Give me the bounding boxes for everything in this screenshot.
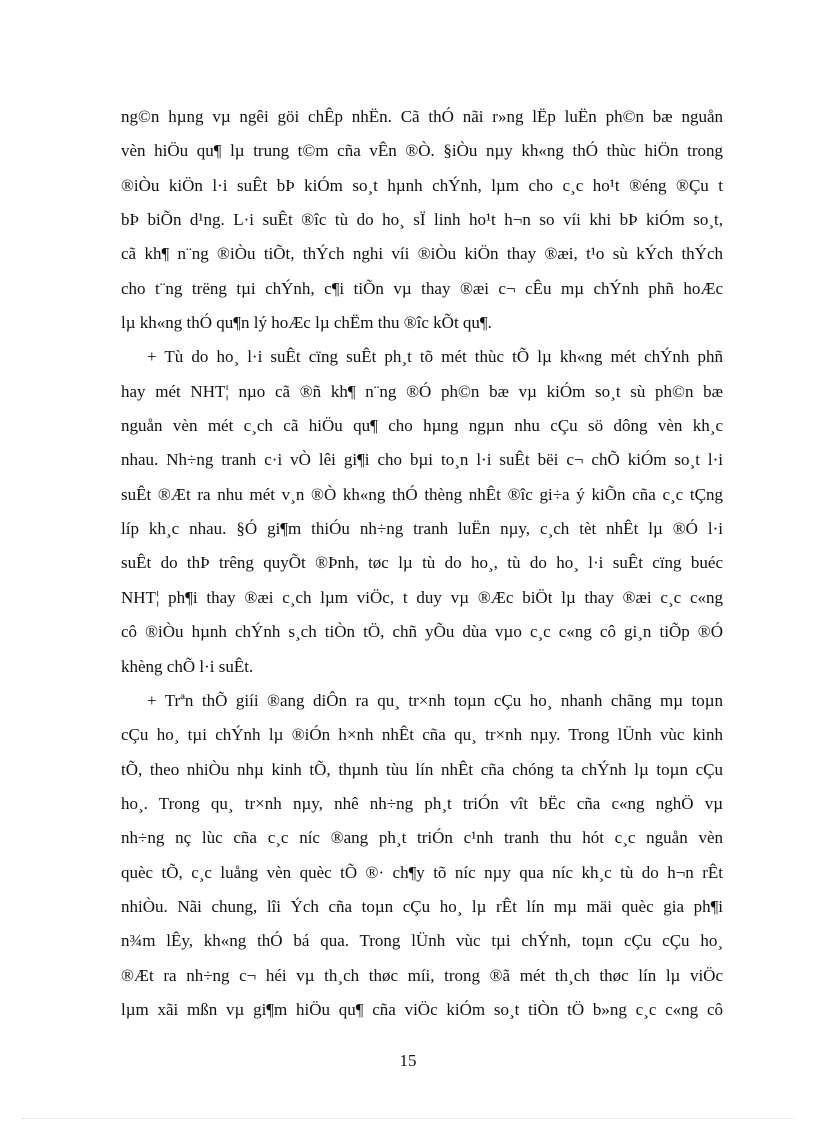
text-line: ®Æt ra nh÷ng c¬ héi vµ th¸ch thøc míi, trong ®ã mét th¸ch thøc lín lµ viÖc [121, 965, 723, 985]
text-line: nhau. Nh÷ng tranh c·i vÒ lêi gi¶i cho bµi to¸n l·i suÊt bëi c¬ chÕ kiÓm so¸t l·i [121, 450, 723, 470]
text-line: khèng chÕ l·i suÊt. [121, 656, 254, 676]
text-line: cô ®iÒu hµnh chÝnh s¸ch tiÒn tÖ, chñ yÕu dùa vµo c¸c c«ng cô gi¸n tiÕp ®Ó [121, 622, 723, 642]
text-line: suÊt ®Æt ra nhu mét v¸n ®Ò kh«ng thÓ thèng nhÊt ®îc gi÷a ý kiÕn cña c¸c tÇng [121, 484, 723, 504]
text-line: ®iÒu kiÖn l·i suÊt bÞ kiÓm so¸t hµnh chÝnh, lµm cho c¸c ho¹t ®éng ®Çu t [121, 175, 723, 195]
text-line: hay mét NHT¦ nµo cã ®ñ kh¶ n¨ng ®Ó ph©n bæ vµ kiÓm so¸t sù ph©n bæ [121, 381, 723, 401]
text-line: suÊt do thÞ trêng quyÕt ®Þnh, tøc lµ tù do ho¸, tù do ho¸ l·i suÊt cïng buéc [121, 553, 723, 573]
footer-divider [22, 1118, 794, 1119]
paragraph [121, 100, 723, 340]
text-line: cÇu ho¸ tµi chÝnh lµ ®iÓn h×nh nhÊt cña qu¸ tr×nh nµy. Trong lÜnh vùc kinh [121, 725, 723, 745]
paragraph [121, 340, 723, 683]
text-line: lµm xãi mßn vµ gi¶m hiÖu qu¶ cña viÖc kiÓm so¸t tiÒn tÖ b»ng c¸c c«ng cô [121, 999, 723, 1019]
text-line: nh÷ng nç lùc cña c¸c níc ®ang ph¸t triÓn c¹nh tranh thu hót c¸c nguån vèn [121, 828, 723, 848]
text-line: líp kh¸c nhau. §Ó gi¶m thiÓu nh÷ng tranh luËn nµy, c¸ch tèt nhÊt lµ ®Ó l·i [121, 519, 723, 539]
text-line: quèc tÕ, c¸c luång vèn quèc tÕ ®· ch¶y tõ níc nµy qua níc kh¸c tù do h¬n rÊt [121, 862, 723, 882]
text-line: nhiÒu. Nãi chung, lîi Ých cña toµn cÇu ho¸ lµ rÊt lín mµ mäi quèc gia ph¶i [121, 896, 723, 916]
paragraph [121, 684, 723, 1027]
text-line: tÕ, theo nhiÒu nhµ kinh tÕ, thµnh tùu lín nhÊt cña chóng ta chÝnh lµ toµn cÇu [121, 759, 723, 779]
body-text [121, 100, 723, 1027]
text-line: ho¸. Trong qu¸ tr×nh nµy, nhê nh÷ng ph¸t triÓn vît bËc cña c«ng nghÖ vµ [121, 793, 723, 813]
text-line: NHT¦ ph¶i thay ®æi c¸ch lµm viÖc, t duy vµ ®Æc biÖt lµ thay ®æi c¸c c«ng [121, 587, 723, 607]
text-line: nguån vèn mét c¸ch cã hiÖu qu¶ cho hµng ngµn nhu cÇu sö dông vèn kh¸c [121, 416, 723, 436]
page-number: 15 [399, 1051, 417, 1070]
text-line: n¾m lÊy, kh«ng thÓ bá qua. Trong lÜnh vùc tµi chÝnh, toµn cÇu cÇu ho¸ [121, 931, 723, 951]
text-line: cho t¨ng trëng tµi chÝnh, c¶i tiÕn vµ thay ®æi c¬ cÊu mµ chÝnh phñ hoÆc [121, 278, 723, 298]
text-line: cã kh¶ n¨ng ®iÒu tiÕt, thÝch nghi víi ®iÒu kiÖn thay ®æi, t¹o sù kÝch thÝch [121, 244, 723, 264]
text-line: + Trªn thÕ giíi ®ang diÔn ra qu¸ tr×nh toµn cÇu ho¸ nhanh chãng mµ toµn [147, 690, 723, 710]
text-line: vèn hiÖu qu¶ lµ trung t©m cña vÊn ®Ò. §iÒu nµy kh«ng thÓ thùc hiÖn trong [121, 141, 723, 161]
text-line: + Tù do ho¸ l·i suÊt cïng suÊt ph¸t tõ mét thùc tÕ lµ kh«ng mét chÝnh phñ [147, 347, 723, 367]
text-line: lµ kh«ng thÓ qu¶n lý hoÆc lµ chËm thu ®îc kÕt qu¶. [121, 313, 492, 333]
text-line: bÞ biÕn d¹ng. L·i suÊt ®îc tù do ho¸ sÏ linh ho¹t h¬n so víi khi bÞ kiÓm so¸t, [121, 210, 723, 230]
text-line: ng©n hµng vµ ngêi göi chÊp nhËn. Cã thÓ nãi r»ng lËp luËn ph©n bæ nguån [121, 107, 723, 126]
